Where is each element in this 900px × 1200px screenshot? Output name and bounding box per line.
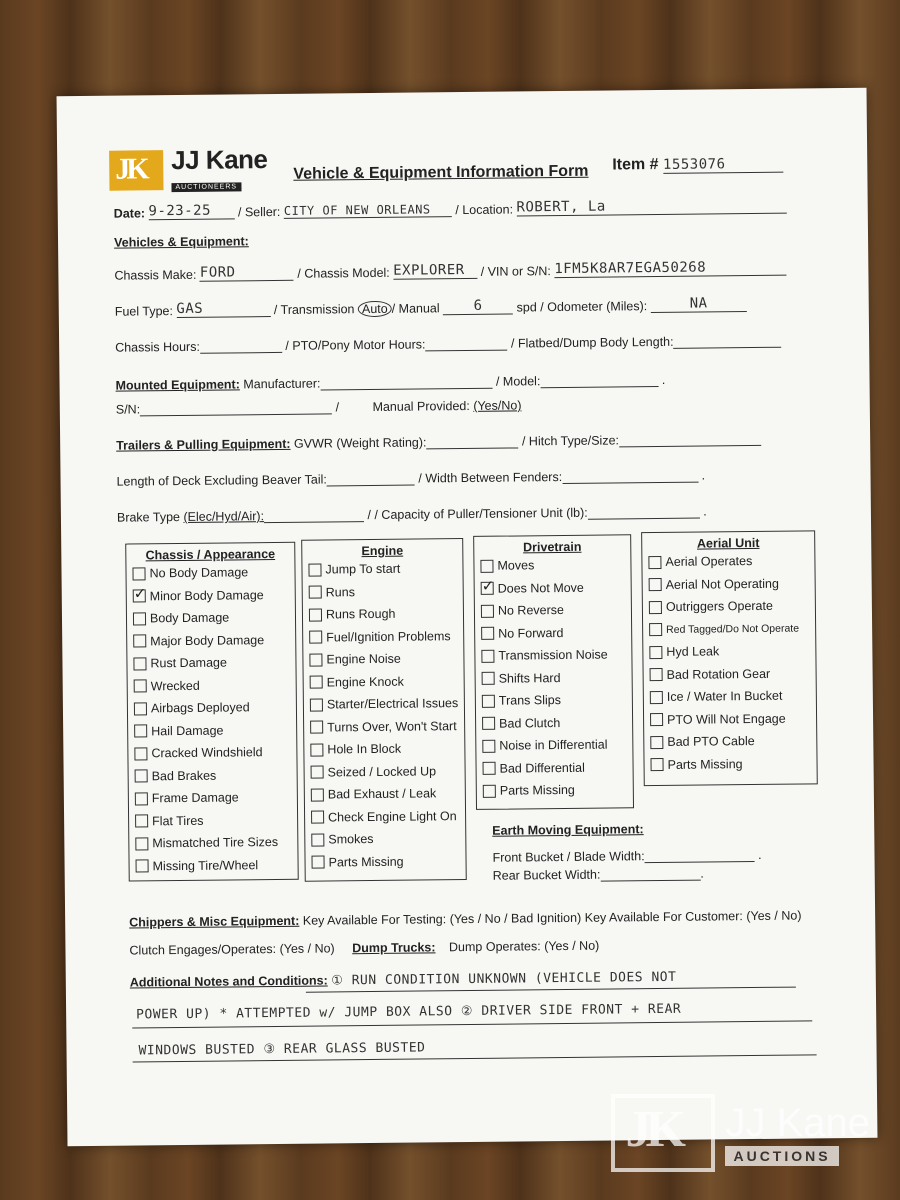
checkbox[interactable] <box>480 559 493 572</box>
checklist-label: Airbags Deployed <box>150 700 250 716</box>
form-title: Vehicle & Equipment Information Form <box>293 162 589 183</box>
checkbox[interactable] <box>311 856 324 869</box>
checkbox[interactable] <box>650 736 663 749</box>
checkbox[interactable] <box>481 627 494 640</box>
checkbox[interactable] <box>650 691 663 704</box>
checklist-label: Ice / Water In Bucket <box>666 688 783 705</box>
checkbox[interactable] <box>134 747 147 760</box>
checklist-label: Aerial Not Operating <box>665 576 780 592</box>
checkbox[interactable] <box>311 811 324 824</box>
checkbox[interactable] <box>136 860 149 873</box>
engine-checklist-item[interactable] <box>305 760 465 784</box>
row-hours: Chassis Hours: / PTO/Pony Motor Hours: / Flatbed/Dump Body Length: <box>115 333 782 355</box>
chassis-checklist-item[interactable] <box>127 583 295 607</box>
drivetrain-checklist-item[interactable] <box>475 598 631 622</box>
checkbox[interactable] <box>135 815 148 828</box>
chassis-checklist-item[interactable] <box>128 718 296 742</box>
chassis-appearance-title: Chassis / Appearance <box>145 547 276 563</box>
engine-checklist-item[interactable] <box>303 647 463 671</box>
chassis-checklist-item[interactable] <box>128 673 296 697</box>
engine-checklist-item[interactable] <box>305 805 465 829</box>
checkbox[interactable] <box>310 676 323 689</box>
drivetrain-checklist-item[interactable] <box>477 778 633 802</box>
checkbox[interactable] <box>135 770 148 783</box>
notes-line-1: ① RUN CONDITION UNKNOWN (VEHICLE DOES NOT <box>331 969 677 989</box>
checklist-label: Hole In Block <box>327 741 402 757</box>
odometer-value: NA <box>651 295 747 313</box>
checklist-label: Wrecked <box>150 678 200 694</box>
transmission-auto-circled: Auto <box>358 301 392 317</box>
checklist-label: Missing Tire/Wheel <box>152 857 259 874</box>
checklist-label: No Body Damage <box>149 565 249 581</box>
checkbox[interactable] <box>482 739 495 752</box>
aerial-unit-box <box>641 530 818 786</box>
watermark-name: JJ Kane <box>725 1100 870 1145</box>
checklist-label: Fuel/Ignition Problems <box>326 628 451 645</box>
logo-subtitle: AUCTIONEERS <box>171 182 241 192</box>
aerial-checklist-item[interactable] <box>644 752 816 776</box>
date-value: 9-23-25 <box>148 202 234 220</box>
engine-checklist-item[interactable] <box>305 850 465 874</box>
checkbox[interactable] <box>133 635 146 648</box>
checklist-label: Engine Noise <box>326 651 401 667</box>
vin-value: 1FM5K8AR7EGA50268 <box>554 259 786 278</box>
item-number-value: 1553076 <box>663 156 783 174</box>
engine-checklist-item[interactable] <box>305 827 465 851</box>
engine-checklist-item[interactable] <box>303 625 463 649</box>
drivetrain-checklist-item[interactable] <box>476 733 632 757</box>
chassis-checklist-item[interactable] <box>127 628 295 652</box>
chassis-checklist-item[interactable] <box>127 606 295 630</box>
checklist-label: Minor Body Damage <box>149 587 264 604</box>
checklist-label: Check Engine Light On <box>328 808 457 825</box>
aerial-checklist-item[interactable] <box>643 594 815 618</box>
checklist-label: Bad PTO Cable <box>667 734 755 750</box>
make-value: FORD <box>200 264 294 282</box>
checklist-label: Hyd Leak <box>666 644 720 660</box>
checklist-label: Bad Differential <box>499 760 585 776</box>
engine-box <box>301 538 467 882</box>
engine-checklist-item[interactable] <box>303 580 463 604</box>
checkbox[interactable] <box>481 649 494 662</box>
aerial-unit-title: Aerial Unit <box>696 535 760 551</box>
fuel-value: GAS <box>176 300 270 318</box>
checkbox[interactable] <box>309 608 322 621</box>
manual-provided-options: (Yes/No) <box>473 398 522 413</box>
checklist-label: Bad Rotation Gear <box>666 666 771 682</box>
drivetrain-box <box>473 534 634 810</box>
checklist-label: Frame Damage <box>151 790 239 806</box>
checkbox[interactable] <box>483 762 496 775</box>
drivetrain-checklist-item[interactable] <box>476 756 632 780</box>
chassis-checklist-item[interactable] <box>127 651 295 675</box>
chassis-checklist-item[interactable] <box>129 763 297 787</box>
engine-checklist-item[interactable] <box>302 557 462 581</box>
seller-value: CITY OF NEW ORLEANS <box>284 202 452 219</box>
checkbox[interactable] <box>649 578 662 591</box>
watermark-subtitle: AUCTIONS <box>725 1146 838 1166</box>
checkbox[interactable] <box>482 672 495 685</box>
checklist-label: Noise in Differential <box>499 737 608 753</box>
engine-title: Engine <box>361 543 404 559</box>
aerial-checklist-item[interactable] <box>643 639 815 663</box>
chassis-checklist-item[interactable] <box>126 561 294 585</box>
checkbox[interactable] <box>310 721 323 734</box>
row-brake-capacity: Brake Type (Elec/Hyd/Air): / / Capacity of Puller/Tensioner Unit (lb): . <box>116 504 707 525</box>
row-deck-width: Length of Deck Excluding Beaver Tail: / Width Between Fenders: . <box>116 468 706 489</box>
checklist-label: Rust Damage <box>150 655 227 671</box>
checklist-label: Does Not Move <box>497 580 584 596</box>
jk-logo-mark: JK <box>109 150 163 191</box>
checkbox[interactable] <box>135 792 148 805</box>
logo-name: JJ Kane <box>171 144 268 176</box>
checklist-label: Aerial Operates <box>665 554 753 570</box>
engine-checklist-item[interactable] <box>303 602 463 626</box>
engine-checklist-item[interactable] <box>304 692 464 716</box>
checklist-label: No Reverse <box>497 603 565 618</box>
earth-moving-title: Earth Moving Equipment: <box>492 822 644 838</box>
checkbox[interactable] <box>481 604 494 617</box>
checklist-label: Bad Clutch <box>499 715 561 731</box>
checklist-label: Cracked Windshield <box>151 745 263 761</box>
checklist-label: PTO Will Not Engage <box>667 711 786 727</box>
checklist-label: Hail Damage <box>151 723 224 739</box>
checklist-label: Runs Rough <box>325 606 396 622</box>
checklist-label: Smokes <box>328 832 374 847</box>
watermark-jk-mark: JK <box>611 1094 715 1172</box>
aerial-checklist-item[interactable] <box>644 707 816 731</box>
checkbox[interactable] <box>650 668 663 681</box>
chassis-checklist-item[interactable] <box>129 853 297 877</box>
engine-checklist-item[interactable] <box>305 782 465 806</box>
row-fuel-transmission-odometer: Fuel Type: GAS / Transmission Auto / Manual 6 spd / Odometer (Miles): NA <box>115 295 747 319</box>
chippers-row: Chippers & Misc Equipment: Key Available For Testing: (Yes / No / Bad Ignition) Key Available For Customer: (Yes / No) <box>129 908 802 930</box>
aerial-checklist-item[interactable] <box>644 729 816 753</box>
checkbox[interactable] <box>133 657 146 670</box>
chassis-checklist-item[interactable] <box>129 786 297 810</box>
notes-row-1: Additional Notes and Conditions: ① RUN CONDITION UNKNOWN (VEHICLE DOES NOT <box>129 969 677 990</box>
notes-line-3: WINDOWS BUSTED ③ REAR GLASS BUSTED <box>138 1040 426 1059</box>
checkbox[interactable] <box>649 646 662 659</box>
checklist-label: Major Body Damage <box>150 632 265 649</box>
checklist-label: Mismatched Tire Sizes <box>152 835 279 851</box>
checklist-label: Outriggers Operate <box>665 599 773 615</box>
item-number: Item # 1553076 <box>612 155 783 175</box>
form-paper <box>57 88 878 1146</box>
checklist-label: Shifts Hard <box>498 670 561 686</box>
row-date-seller-location: Date: 9-23-25 / Seller: CITY OF NEW ORLEANS / Location: ROBERT, La <box>114 197 787 221</box>
row-make-model-vin: Chassis Make: FORD / Chassis Model: EXPLORER / VIN or S/N: 1FM5K8AR7EGA50268 <box>114 259 786 283</box>
engine-checklist-item[interactable] <box>304 737 464 761</box>
checklist-label: Engine Knock <box>326 674 404 690</box>
checkbox[interactable] <box>308 563 321 576</box>
engine-checklist-item[interactable] <box>304 670 464 694</box>
checklist-label: Parts Missing <box>328 854 404 870</box>
checklist-label: Starter/Electrical Issues <box>326 696 459 712</box>
drivetrain-checklist-item[interactable] <box>474 553 630 577</box>
checked-checkbox[interactable] <box>481 582 494 595</box>
aerial-checklist-item[interactable] <box>644 684 816 708</box>
row-sn-manual: S/N: / Manual Provided: (Yes/No) <box>115 398 522 417</box>
checkbox[interactable] <box>134 702 147 715</box>
checkbox[interactable] <box>311 766 324 779</box>
chassis-checklist-item[interactable] <box>128 741 296 765</box>
checkbox[interactable] <box>482 717 495 730</box>
checkbox[interactable] <box>649 623 662 636</box>
aerial-checklist-item[interactable] <box>643 662 815 686</box>
checkbox[interactable] <box>483 784 496 797</box>
checklist-label: Parts Missing <box>667 756 743 772</box>
jj-kane-auctions-watermark <box>611 1094 870 1172</box>
drivetrain-checklist-item[interactable] <box>475 576 631 600</box>
checkbox[interactable] <box>482 694 495 707</box>
front-bucket-row: Front Bucket / Blade Width: . <box>492 847 762 865</box>
checkbox[interactable] <box>311 833 324 846</box>
checklist-label: Moves <box>497 558 535 573</box>
chassis-checklist-item[interactable] <box>129 808 297 832</box>
drivetrain-checklist-item[interactable] <box>476 711 632 735</box>
checkbox[interactable] <box>650 713 663 726</box>
checklist-label: Turns Over, Won't Start <box>327 718 457 735</box>
drivetrain-checklist-item[interactable] <box>476 688 632 712</box>
drivetrain-checklist-item[interactable] <box>476 666 632 690</box>
aerial-checklist-item[interactable] <box>643 617 815 641</box>
row-trailers: Trailers & Pulling Equipment: GVWR (Weight Rating): / Hitch Type/Size: <box>116 431 761 453</box>
clutch-dump-row: Clutch Engages/Operates: (Yes / No) Dump Trucks: Dump Operates: (Yes / No) <box>129 938 600 958</box>
section-vehicles: Vehicles & Equipment: <box>113 234 249 250</box>
model-value: EXPLORER <box>393 262 477 280</box>
checkbox[interactable] <box>134 680 147 693</box>
aerial-checklist-item[interactable] <box>642 549 814 573</box>
checklist-label: Trans Slips <box>498 693 562 708</box>
location-value: ROBERT, La <box>516 197 786 217</box>
aerial-checklist-item[interactable] <box>643 572 815 596</box>
checklist-label: Body Damage <box>149 610 230 626</box>
checked-checkbox[interactable] <box>133 590 146 603</box>
checklist-label: Parts Missing <box>499 783 575 798</box>
checkbox[interactable] <box>309 586 322 599</box>
checklist-label: Seized / Locked Up <box>327 764 437 780</box>
checklist-label: Runs <box>325 584 355 600</box>
checkbox[interactable] <box>310 743 323 756</box>
checklist-label: Flat Tires <box>152 813 204 829</box>
checklist-label: Transmission Noise <box>498 647 608 663</box>
row-mounted-equipment: Mounted Equipment: Manufacturer: / Model: . <box>115 372 666 393</box>
checkbox[interactable] <box>309 631 322 644</box>
chassis-checklist-item[interactable] <box>129 831 297 855</box>
checkbox[interactable] <box>648 556 661 569</box>
drivetrain-checklist-item[interactable] <box>475 621 631 645</box>
drivetrain-title: Drivetrain <box>523 539 582 555</box>
manual-speeds-value: 6 <box>443 298 513 316</box>
rear-bucket-row: Rear Bucket Width: . <box>492 866 704 883</box>
drivetrain-checklist-item[interactable] <box>475 643 631 667</box>
notes-line-2: POWER UP) * ATTEMPTED w/ JUMP BOX ALSO ② DRIVER SIDE FRONT + REAR <box>136 1001 682 1023</box>
chassis-checklist-item[interactable] <box>128 696 296 720</box>
checkbox[interactable] <box>132 567 145 580</box>
checkbox[interactable] <box>134 725 147 738</box>
checklist-label: Jump To start <box>325 561 401 577</box>
checkbox[interactable] <box>650 758 663 771</box>
checkbox[interactable] <box>309 653 322 666</box>
checklist-label: Red Tagged/Do Not Operate <box>666 622 800 636</box>
checkbox[interactable] <box>133 612 146 625</box>
checklist-label: Bad Brakes <box>151 768 217 784</box>
checklist-label: No Forward <box>498 625 564 641</box>
checkbox[interactable] <box>649 601 662 614</box>
chassis-appearance-box <box>125 542 299 882</box>
checkbox[interactable] <box>135 837 148 850</box>
engine-checklist-item[interactable] <box>304 715 464 739</box>
checkbox[interactable] <box>311 788 324 801</box>
checklist-label: Bad Exhaust / Leak <box>327 786 437 802</box>
jj-kane-logo <box>109 144 268 195</box>
checkbox[interactable] <box>310 698 323 711</box>
